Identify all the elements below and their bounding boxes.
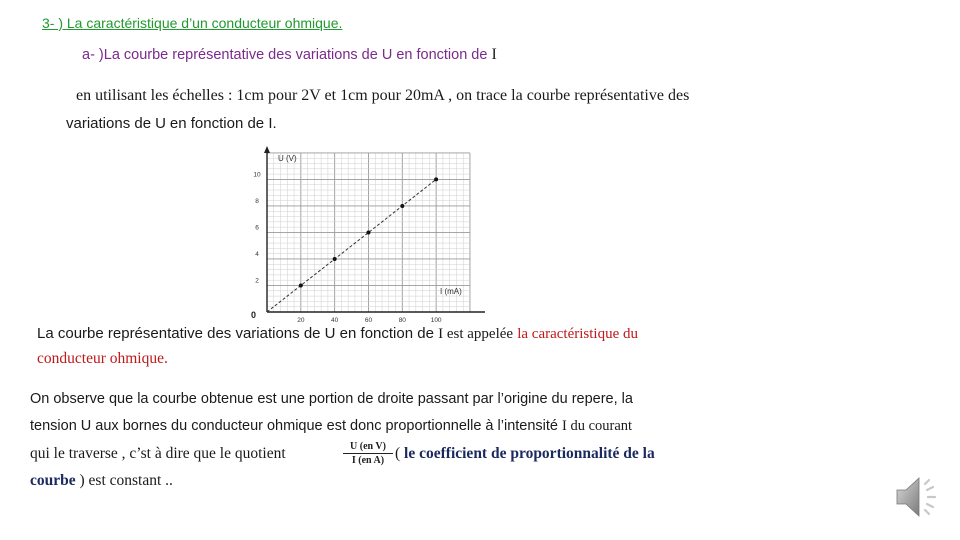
intro-line-2-c: en fonction de I. bbox=[169, 115, 277, 132]
x-tick-label: 100 bbox=[430, 317, 442, 322]
origin-label: 0 bbox=[251, 310, 257, 320]
observation-line-2-b: I du courant bbox=[562, 418, 633, 434]
chart-marks bbox=[253, 171, 442, 322]
quotient-fraction bbox=[343, 441, 393, 466]
data-point bbox=[400, 204, 404, 208]
subsection-heading-variable: I bbox=[491, 46, 497, 63]
y-tick-label: 8 bbox=[255, 197, 259, 205]
section-heading: 3- ) La caractéristique d’un conducteur ohmique. bbox=[42, 15, 343, 31]
caption-part-1: La courbe représentative des variations de U en fonction de bbox=[37, 325, 434, 342]
intro-line-2-b: U bbox=[155, 115, 166, 132]
intro-line-2 bbox=[66, 115, 277, 133]
speaker-icon[interactable] bbox=[893, 472, 943, 522]
data-point bbox=[299, 283, 303, 287]
x-axis-label: I (mA) bbox=[440, 287, 462, 296]
y-tick-label: 4 bbox=[255, 250, 259, 258]
x-tick-label: 60 bbox=[364, 317, 373, 322]
data-point bbox=[366, 230, 370, 234]
y-axis-arrow bbox=[264, 146, 270, 153]
y-tick-label: 10 bbox=[253, 171, 261, 179]
caption-highlight-a: la caractéristique du bbox=[517, 326, 639, 342]
x-tick-label: 80 bbox=[398, 317, 406, 322]
observation-highlight: le coefficient de proportionnalité de la bbox=[404, 445, 655, 462]
fraction-denominator: I (en A) bbox=[351, 455, 385, 466]
y-tick-label: 2 bbox=[255, 277, 259, 285]
observation-line-2 bbox=[30, 418, 632, 435]
y-axis-label: U (V) bbox=[278, 154, 297, 163]
observation-line-2-a: tension U aux bornes du conducteur ohmique est donc proportionnelle à l’intensité bbox=[30, 418, 558, 434]
observation-line-3: qui le traverse , c’st à dire que le quotient bbox=[30, 445, 286, 462]
caption-highlight-b: conducteur ohmique. bbox=[37, 350, 168, 367]
intro-line-2-a: variations de bbox=[66, 115, 152, 132]
observation-line-3-b bbox=[395, 445, 655, 463]
characteristic-chart bbox=[240, 140, 490, 322]
data-point bbox=[333, 257, 337, 261]
x-tick-label: 40 bbox=[331, 317, 339, 322]
subsection-heading-text: a- )La courbe représentative des variations de U en fonction de bbox=[82, 47, 488, 63]
observation-highlight-2: courbe bbox=[30, 472, 76, 489]
caption-part-2: I est appelée bbox=[438, 326, 514, 342]
y-tick-label: 6 bbox=[255, 224, 259, 232]
caption-line-1 bbox=[37, 325, 638, 343]
intro-line-1: en utilisant les échelles : 1cm pour 2V et 1cm pour 20mA , on trace la courbe représentative des bbox=[76, 87, 690, 104]
observation-line-4 bbox=[30, 472, 173, 490]
x-tick-label: 20 bbox=[297, 317, 305, 322]
data-point bbox=[434, 177, 438, 181]
observation-line-4-rest: ) est constant .. bbox=[79, 472, 173, 489]
subsection-heading bbox=[82, 46, 497, 64]
observation-line-1: On observe que la courbe obtenue est une portion de droite passant par l’origine du repere, la bbox=[30, 391, 633, 407]
data-line bbox=[267, 179, 436, 312]
fraction-numerator: U (en V) bbox=[343, 441, 393, 454]
observation-open-paren: ( bbox=[395, 445, 401, 462]
